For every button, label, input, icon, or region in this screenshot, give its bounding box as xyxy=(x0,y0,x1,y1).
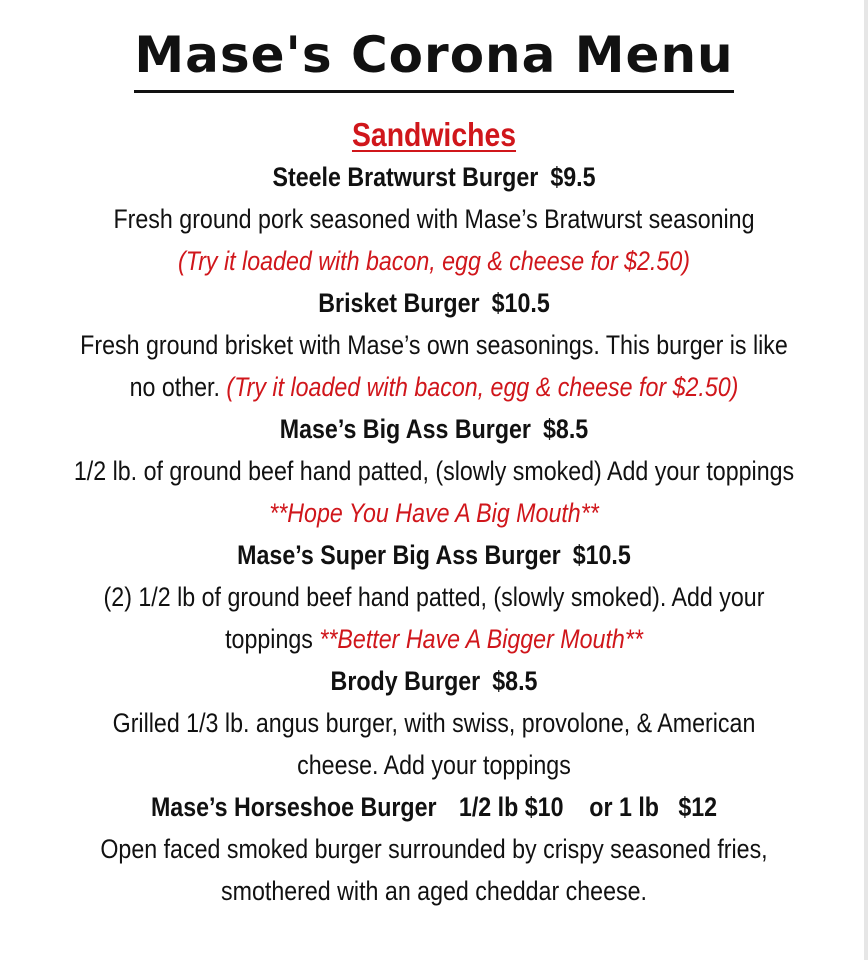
item-name: Mase’s Big Ass Burger xyxy=(279,414,531,444)
item-name: Brody Burger xyxy=(330,666,481,696)
item-price: $8.5 xyxy=(492,666,538,696)
section-heading: Sandwiches xyxy=(351,116,517,153)
item-description: 1/2 lb. of ground beef hand patted, (slowly smoked) Add your toppings xyxy=(73,456,795,486)
menu-item-heading xyxy=(61,282,807,324)
item-name: Mase’s Super Big Ass Burger xyxy=(237,540,561,570)
item-price: $8.5 xyxy=(543,414,589,444)
item-description: Fresh ground pork seasoned with Mase’s Bratwurst seasoning xyxy=(113,204,755,234)
item-name: Mase’s Horseshoe Burger xyxy=(150,792,437,822)
item-note: (Try it loaded with bacon, egg & cheese for $2.50) xyxy=(226,372,739,402)
item-description xyxy=(61,324,807,408)
item-description: Grilled 1/3 lb. angus burger, with swiss, provolone, & American cheese. Add your toppings xyxy=(112,708,756,780)
item-description-text: Fresh ground brisket with Mase’s own seasonings. This burger is like no other. xyxy=(80,330,788,402)
menu-title xyxy=(0,22,868,93)
item-description: Open faced smoked burger surrounded by crispy seasoned fries, smothered with an aged cheddar cheese. xyxy=(100,834,768,906)
item-name: Steele Bratwurst Burger xyxy=(272,162,539,192)
menu-item-heading xyxy=(61,534,807,576)
item-price: $10.5 xyxy=(491,288,550,318)
item-note: (Try it loaded with bacon, egg & cheese for $2.50) xyxy=(178,246,690,276)
menu-content xyxy=(61,114,807,912)
item-note: **Hope You Have A Big Mouth** xyxy=(269,498,599,528)
item-name: Brisket Burger xyxy=(318,288,480,318)
item-description xyxy=(61,576,807,660)
item-price: $10.5 xyxy=(572,540,631,570)
item-price: $9.5 xyxy=(550,162,596,192)
menu-item-heading xyxy=(61,408,807,450)
menu-item-heading xyxy=(61,156,807,198)
menu-item-heading xyxy=(61,786,807,828)
page-edge xyxy=(864,0,868,960)
menu-item-heading xyxy=(61,660,807,702)
item-note: **Better Have A Bigger Mouth** xyxy=(319,624,643,654)
item-description-text: (2) 1/2 lb of ground beef hand patted, (slowly smoked). Add your toppings xyxy=(103,582,765,654)
menu-title-text: Mase's Corona Menu xyxy=(134,22,733,93)
item-price: 1/2 lb $10 or 1 lb $12 xyxy=(458,792,718,822)
